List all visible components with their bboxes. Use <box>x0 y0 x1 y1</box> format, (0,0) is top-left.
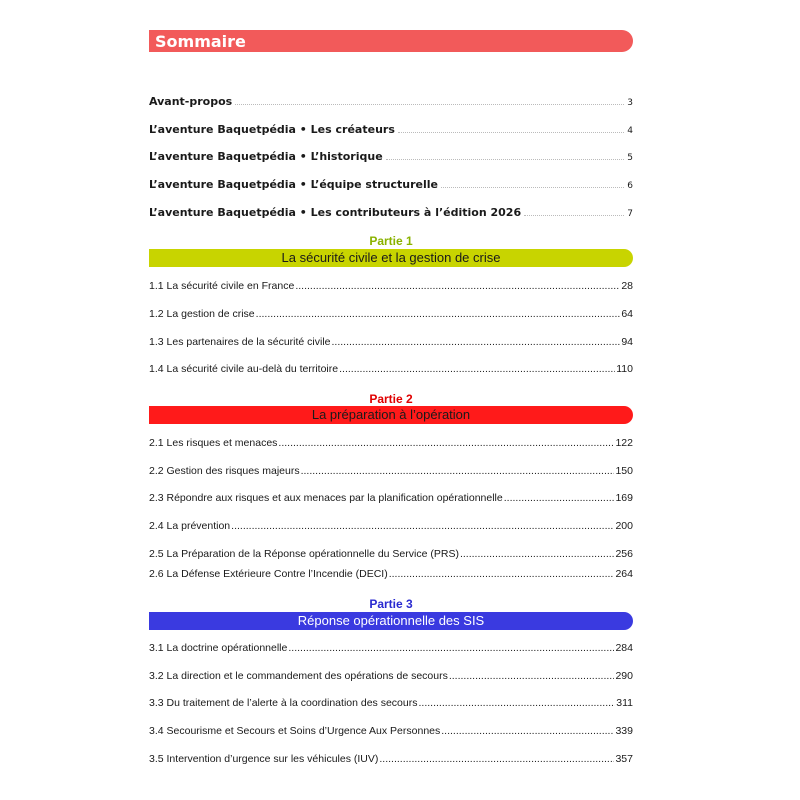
dot-leader <box>235 97 624 105</box>
dot-leader <box>441 725 614 737</box>
toc-entry-label: 2.3 Répondre aux risques et aux menaces par la planification opérationnelle <box>149 492 503 504</box>
toc-entry-page: 256 <box>615 548 633 560</box>
dot-leader <box>504 492 615 504</box>
toc-entry-equipe[interactable] <box>149 178 633 194</box>
toc-entry-page: 6 <box>627 181 633 191</box>
dot-leader <box>398 125 624 133</box>
toc-entry-label: 2.6 La Défense Extérieure Contre l’Incendie (DECI) <box>149 568 388 580</box>
toc-entry-label: L’aventure Baquetpédia • L’équipe structurelle <box>149 178 438 191</box>
dot-leader <box>288 642 614 654</box>
toc-entry-2-5[interactable] <box>149 548 633 562</box>
toc-entry-label: 1.2 La gestion de crise <box>149 308 255 320</box>
toc-entry-page: 5 <box>627 153 633 163</box>
toc-entry-3-2[interactable] <box>149 670 633 684</box>
toc-entry-label: L’aventure Baquetpédia • Les contributeurs à l’édition 2026 <box>149 206 522 219</box>
toc-entry-label: 1.3 Les partenaires de la sécurité civile <box>149 336 331 348</box>
dot-leader <box>389 568 615 580</box>
toc-entry-label: 2.5 La Préparation de la Réponse opérationnelle du Service (PRS) <box>149 548 459 560</box>
dot-leader <box>386 152 625 160</box>
part-3-number: Partie 3 <box>369 597 413 611</box>
toc-entry-label: 3.4 Secourisme et Secours et Soins d’Urgence Aux Personnes <box>149 725 441 737</box>
toc-entry-3-5[interactable] <box>149 753 633 767</box>
part-1-title: La sécurité civile et la gestion de crise <box>281 250 501 265</box>
part-2-number: Partie 2 <box>369 392 413 406</box>
toc-entry-label: 3.5 Intervention d’urgence sur les véhicules (IUV) <box>149 753 379 765</box>
toc-entry-page: 94 <box>621 336 633 348</box>
dot-leader <box>460 548 615 560</box>
toc-entry-page: 264 <box>615 568 633 580</box>
dot-leader <box>441 180 624 188</box>
toc-entry-3-3[interactable] <box>149 697 633 711</box>
toc-entry-page: 284 <box>615 642 633 654</box>
dot-leader <box>449 670 615 682</box>
toc-entry-page: 122 <box>615 437 633 449</box>
part-3-title-bar <box>149 612 633 630</box>
toc-entry-2-1[interactable] <box>149 437 633 451</box>
part-2-title-bar <box>149 406 633 424</box>
toc-entry-2-6[interactable] <box>149 568 633 582</box>
toc-entry-page: 339 <box>615 725 633 737</box>
toc-entry-3-1[interactable] <box>149 642 633 656</box>
toc-entry-1-2[interactable] <box>149 308 633 322</box>
toc-entry-label: 2.1 Les risques et menaces <box>149 437 278 449</box>
toc-entry-page: 311 <box>616 697 633 709</box>
toc-entry-page: 3 <box>627 98 633 108</box>
toc-entry-1-4[interactable] <box>149 363 633 377</box>
dot-leader <box>231 520 614 532</box>
toc-entry-3-4[interactable] <box>149 725 633 739</box>
toc-entry-label: 2.4 La prévention <box>149 520 231 532</box>
toc-entry-page: 290 <box>615 670 633 682</box>
part-1-title-bar <box>149 249 633 267</box>
toc-entry-label: 2.2 Gestion des risques majeurs <box>149 465 300 477</box>
toc-entry-1-1[interactable] <box>149 280 633 294</box>
toc-entry-contributeurs[interactable] <box>149 206 633 222</box>
dot-leader <box>379 753 614 765</box>
toc-entry-page: 7 <box>627 209 633 219</box>
toc-entry-2-4[interactable] <box>149 520 633 534</box>
toc-entry-label: 1.4 La sécurité civile au-delà du territoire <box>149 363 339 375</box>
dot-leader <box>301 465 615 477</box>
toc-entry-page: 110 <box>616 363 633 375</box>
toc-entry-label: L’aventure Baquetpédia • L’historique <box>149 150 383 163</box>
dot-leader <box>339 363 615 375</box>
toc-entry-page: 169 <box>615 492 633 504</box>
dot-leader <box>524 208 624 216</box>
toc-entry-page: 150 <box>615 465 633 477</box>
toc-entry-label: L’aventure Baquetpédia • Les créateurs <box>149 123 395 136</box>
toc-entry-label: Avant-propos <box>149 95 233 108</box>
dot-leader <box>278 437 614 449</box>
toc-entry-historique[interactable] <box>149 150 633 166</box>
toc-entry-avant-propos[interactable] <box>149 95 633 111</box>
toc-entry-page: 200 <box>615 520 633 532</box>
toc-entry-page: 357 <box>615 753 633 765</box>
dot-leader <box>418 697 615 709</box>
part-2-title: La préparation à l’opération <box>311 407 471 422</box>
page-title: Sommaire <box>155 32 246 51</box>
toc-entry-label: 3.2 La direction et le commandement des opérations de secours <box>149 670 448 682</box>
dot-leader <box>332 336 621 348</box>
toc-entry-createurs[interactable] <box>149 123 633 139</box>
part-3-title: Réponse opérationnelle des SIS <box>297 613 485 628</box>
toc-entry-page: 28 <box>621 280 633 292</box>
toc-entry-label: 3.3 Du traitement de l’alerte à la coordination des secours <box>149 697 418 709</box>
page-title-bar <box>149 30 633 52</box>
toc-entry-2-3[interactable] <box>149 492 633 506</box>
toc-entry-1-3[interactable] <box>149 336 633 350</box>
dot-leader <box>295 280 620 292</box>
part-1-number: Partie 1 <box>369 234 413 248</box>
toc-entry-page: 4 <box>627 126 633 136</box>
toc-entry-page: 64 <box>621 308 633 320</box>
toc-entry-2-2[interactable] <box>149 465 633 479</box>
dot-leader <box>256 308 621 320</box>
toc-entry-label: 1.1 La sécurité civile en France <box>149 280 295 292</box>
toc-entry-label: 3.1 La doctrine opérationnelle <box>149 642 288 654</box>
